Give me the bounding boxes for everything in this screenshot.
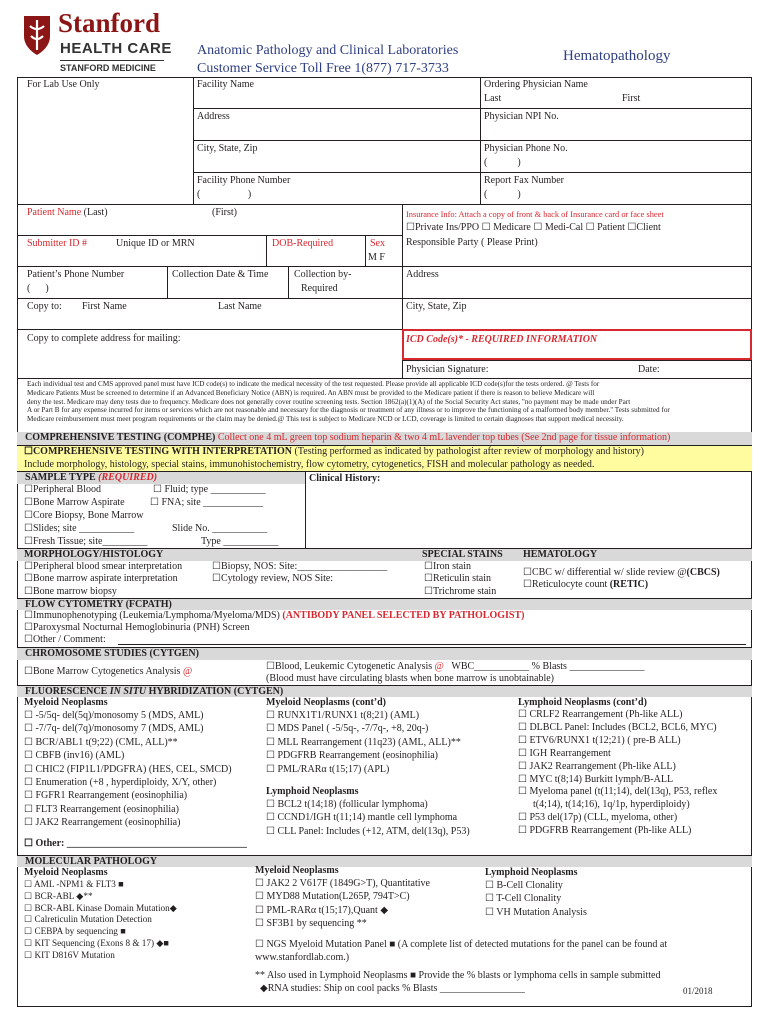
patient-address-field[interactable]: Address (406, 269, 439, 280)
customer-service: Customer Service Toll Free 1(877) 717-3733 (197, 61, 449, 76)
collection-datetime-field[interactable]: Collection Date & Time (172, 269, 269, 280)
fish-checkbox[interactable]: ☐ FLT3 Rearrangement (eosinophilia) (24, 803, 179, 815)
fish-checkbox[interactable]: ☐ DLBCL Panel: Includes (BCL2, BCL6, MYC) (518, 721, 717, 733)
stanford-shield-icon (22, 14, 52, 56)
morph-title: MORPHOLOGY/HISTOLOGY (24, 549, 164, 560)
logo-divider (60, 60, 164, 61)
mol-checkbox[interactable]: ☐ Calreticulin Mutation Detection (24, 914, 152, 925)
sample-slide-no[interactable]: Slide No. ___________ (172, 523, 268, 534)
fish-col1-title: Myeloid Neoplasms (24, 697, 108, 708)
flow-header: FLOW CYTOMETRY (FCPATH) (17, 598, 752, 610)
sample-fna[interactable]: ☐ FNA; site ____________ (150, 497, 264, 508)
morph-bm-aspirate[interactable]: ☐Bone marrow aspirate interpretation (24, 573, 178, 584)
report-fax-field[interactable]: Report Fax Number (484, 175, 564, 186)
fish-checkbox[interactable]: ☐ PDGFRB Rearrangement (Ph-like ALL) (518, 825, 692, 837)
patient-first-label: (First) (212, 207, 237, 218)
comprehensive-header: COMPREHENSIVE TESTING (COMPHE) Collect one 4 mL green top sodium heparin & two 4 mL lavender top tubes (See 2nd page for tissue information) (17, 432, 752, 445)
flow-immuno-checkbox[interactable]: ☐Immunophenotyping (Leukemia/Lymphoma/Myeloma/MDS) (ANTIBODY PANEL SELECTED BY PATHOLOGIST) (24, 610, 525, 621)
sample-type[interactable]: Type ___________ (201, 536, 279, 547)
fish-checkbox[interactable]: ☐ JAK2 Rearrangement (Ph-like ALL) (518, 760, 676, 772)
molecular-header: MOLECULAR PATHOLOGY (17, 855, 752, 867)
logo-sub-text: HEALTH CARE (60, 40, 172, 57)
fish-checkbox[interactable]: ☐ BCR/ABL1 t(9;22) (CML, ALL)** (24, 736, 178, 748)
fish-checkbox[interactable]: ☐ BCL2 t(14;18) (follicular lymphoma) (266, 799, 428, 810)
retic-checkbox[interactable]: ☐Reticulocyte count (RETIC) (523, 579, 649, 590)
morph-cytology[interactable]: ☐Cytology review, NOS Site: (212, 573, 334, 584)
physician-signature-field[interactable]: Physician Signature: (406, 364, 489, 375)
city-state-zip-field[interactable]: City, State, Zip (197, 143, 258, 154)
logo-sub2-text: STANFORD MEDICINE (60, 63, 156, 73)
logo-main-text: Stanford (58, 8, 161, 38)
mol-col2 (255, 877, 430, 931)
fish-checkbox[interactable]: ☐ CCND1/IGH t(11;14) mantle cell lymphoma (266, 812, 458, 824)
fish-checkbox[interactable]: ☐ CLL Panel: Includes (+12, ATM, del(13q), P53) (266, 825, 470, 837)
notice-line: A or Part B for any expense incurred for items or services which are not reasonable and necessary for the diagnosis or treatment of any illness or to improve the functioning of a malformed body member." Tests submitted for (27, 406, 670, 415)
physician-first-label: First (622, 93, 641, 104)
copy-to-label: Copy to: (27, 301, 62, 312)
chromo-header: CHROMOSOME STUDIES (CYTGEN) (17, 647, 752, 660)
revision-date: 01/2018 (683, 986, 713, 996)
fish-checkbox[interactable]: ☐ CBFB (inv16) (AML) (24, 750, 125, 762)
chromo-blood-checkbox[interactable]: ☐Blood, Leukemic Cytogenetic Analysis @ WBC___________ % Blasts _______________ (266, 661, 645, 672)
mol-checkbox[interactable]: ☐ CEBPA by sequencing ■ (24, 926, 126, 937)
sample-slides[interactable]: ☐Slides; site ___________ (24, 523, 135, 534)
copy-first-name-field[interactable]: First Name (82, 301, 127, 312)
fish-col2b (266, 798, 470, 838)
mol-checkbox[interactable]: ☐ BCR-ABL ◆** (24, 890, 93, 901)
fish-header: FLUORESCENCE IN SITU HYBRIDIZATION (CYTGEN) (17, 685, 752, 697)
stain-iron[interactable]: ☐Iron stain (424, 561, 472, 572)
chromo-note: (Blood must have circulating blasts when bone marrow is unobtainable) (266, 673, 554, 684)
morph-bm-biopsy[interactable]: ☐Bone marrow biopsy (24, 586, 117, 597)
sample-core-biopsy[interactable]: ☐Core Biopsy, Bone Marrow (24, 510, 144, 521)
stanford-logo (22, 8, 172, 76)
patient-city-field[interactable]: City, State, Zip (406, 301, 467, 312)
patient-phone-paren: ( ) (27, 283, 49, 294)
npi-field[interactable]: Physician NPI No. (484, 111, 559, 122)
sample-header: SAMPLE TYPE (REQUIRED) (17, 472, 305, 484)
submitter-id-field[interactable]: Submitter ID # (27, 238, 87, 249)
address-field[interactable]: Address (197, 111, 230, 122)
mol-checkbox[interactable]: ☐ KIT Sequencing (Exons 8 & 17) ◆■ (24, 937, 169, 948)
mol-checkbox[interactable]: ☐ SF3B1 by sequencing ** (255, 918, 367, 930)
collection-required: Required (301, 283, 338, 294)
sex-mf[interactable]: M F (368, 252, 385, 263)
sex-field[interactable]: Sex (370, 238, 385, 249)
chromo-bm-checkbox[interactable]: ☐Bone Marrow Cytogenetics Analysis @ (24, 666, 193, 677)
stain-reticulin[interactable]: ☐Reticulin stain (424, 573, 492, 584)
physician-phone-field[interactable]: Physician Phone No. (484, 143, 568, 154)
collection-by-field[interactable]: Collection by- (294, 269, 352, 280)
notice-line: Medicare reimbursement must meet program requirements or the claim may be denied.@ This test is subject to Medicare NCD or LCD, coverage is limited to certain diagnoses that support medical necessity. (27, 415, 624, 424)
mol-checkbox[interactable]: ☐ B-Cell Clonality (485, 880, 563, 891)
fish-col3 (518, 709, 717, 838)
fish-checkbox[interactable]: ☐ ETV6/RUNX1 t(12;21) ( pre-B ALL) (518, 734, 681, 746)
mol-col3 (485, 879, 587, 919)
fish-checkbox[interactable]: ☐ CRLF2 Rearrangement (Ph-like ALL) (518, 709, 683, 720)
physician-phone-paren: ( ) (484, 157, 521, 168)
fish-checkbox[interactable]: ☐ IGH Rearrangement (518, 747, 611, 759)
comprehensive-includes: Include morphology, histology, special stains, immunohistochemistry, flow cytometry, cytogenetics, FISH and molecular pathology as needed. (24, 459, 595, 470)
sample-bm-aspirate[interactable]: ☐Bone Marrow Aspirate (24, 497, 125, 508)
mol-checkbox[interactable]: ☐ BCR-ABL Kinase Domain Mutation◆ (24, 902, 177, 913)
fish-checkbox[interactable]: ☐ Myeloma panel (t(11;14), del(13q), P53, reflex (518, 786, 718, 798)
facility-phone-field[interactable]: Facility Phone Number (197, 175, 291, 186)
mol-checkbox[interactable]: ☐ PML-RARα t(15;17),Quant ◆ (255, 904, 389, 916)
copy-mailing-field[interactable]: Copy to complete address for mailing: (27, 333, 181, 344)
fish-col2 (266, 709, 461, 776)
facility-phone-paren: ( ) (197, 189, 252, 200)
insurance-info: Insurance Info: Attach a copy of front & back of Insurance card or face sheet (406, 210, 664, 219)
fish-col3-title: Lymphoid Neoplasms (cont’d) (518, 697, 647, 708)
mol-checkbox[interactable]: ☐ JAK2 2 V617F (1849G>T), Quantitative (255, 878, 430, 889)
ngs-panel-checkbox[interactable]: ☐ NGS Myeloid Mutation Panel ■ (A complete list of detected mutations for the panel can be found at (255, 939, 668, 950)
fish-checkbox[interactable]: ☐ FGFR1 Rearrangement (eosinophilia) (24, 790, 188, 802)
mol-checkbox[interactable]: ☐ MYD88 Mutation(L265P, 794T>C) (255, 891, 410, 903)
flow-other-field[interactable]: ☐Other / Comment: (24, 634, 106, 645)
physician-last-label: Last (484, 93, 502, 104)
mol-checkbox[interactable]: ☐ KIT D816V Mutation (24, 949, 115, 960)
fish-checkbox[interactable]: ☐ Enumeration (+8 , hyperdiploidy, X/Y, other) (24, 777, 217, 789)
fish-checkbox[interactable]: ☐ MLL Rearrangement (11q23) (AML, ALL)** (266, 736, 461, 748)
fish-col2-title: Myeloid Neoplasms (cont’d) (266, 697, 386, 708)
patient-phone-field[interactable]: Patient’s Phone Number (27, 269, 125, 280)
fish-checkbox[interactable]: ☐ PDGFRB Rearrangement (eosinophilia) (266, 750, 438, 762)
ordering-physician-field[interactable]: Ordering Physician Name (484, 79, 588, 90)
stain-trichrome[interactable]: ☐Trichrome stain (424, 586, 497, 597)
mol-checkbox[interactable]: ☐ VH Mutation Analysis (485, 906, 587, 918)
notice-line: Each individual test and CMS approved panel must have ICD code(s) to indicate the medical necessity of the test requested. Please provide all applicable ICD code(s)for the tests ordered. @ Tests for (27, 380, 600, 388)
fish-col1 (24, 709, 232, 830)
ngs-url: www.stanfordlab.com.) (255, 952, 350, 963)
copy-last-name-field[interactable]: Last Name (218, 301, 262, 312)
fish-checkbox[interactable]: ☐ JAK2 Rearrangement (eosinophilia) (24, 817, 181, 829)
hematology-title: HEMATOLOGY (523, 549, 598, 560)
fish-col2b-title: Lymphoid Neoplasms (266, 786, 359, 797)
icd-label: ICD Code(s)* - REQUIRED INFORMATION (406, 334, 598, 345)
sample-fluid[interactable]: ☐ Fluid; type ___________ (153, 484, 266, 495)
special-stains-title: SPECIAL STAINS (422, 549, 503, 560)
mol-checkbox[interactable]: ☐ T-Cell Clonality (485, 893, 562, 905)
facility-name-field[interactable]: Facility Name (197, 79, 254, 90)
sample-fresh-tissue[interactable]: ☐Fresh Tissue; site_________ (24, 536, 148, 547)
mol-checkbox[interactable]: ☐ AML -NPM1 & FLT3 ■ (24, 879, 124, 889)
fish-checkbox[interactable]: ☐ MDS Panel ( -5/5q-, -7/7q-, +8, 20q-) (266, 723, 429, 735)
flow-other-line (118, 644, 746, 645)
fish-checkbox[interactable]: ☐ -7/7q- del(7q)/monosomy 7 (MDS, AML) (24, 723, 204, 735)
sample-peripheral-blood[interactable]: ☐Peripheral Blood (24, 484, 102, 495)
mol-col1-title: Myeloid Neoplasms (24, 867, 108, 878)
fish-checkbox[interactable]: ☐ PML/RARα t(15;17) (APL) (266, 763, 390, 775)
mol-footnote-1: ** Also used in Lymphoid Neoplasms ■ Provide the % blasts or lymphoma cells in sample submitted (255, 970, 661, 981)
comprehensive-interp-checkbox[interactable]: ☐COMPREHENSIVE TESTING WITH INTERPRETATION (Testing performed as indicated by pathologist after review of morphology and history) (24, 446, 644, 457)
flow-pnh-checkbox[interactable]: ☐Paroxysmal Nocturnal Hemoglobinuria (PNH) Screen (24, 622, 250, 633)
mol-col3-title: Lymphoid Neoplasms (485, 867, 578, 878)
fish-other-field[interactable]: ☐ Other: ____________________________________ (24, 838, 247, 849)
responsible-party-field[interactable]: Responsible Party ( Please Print) (406, 237, 538, 248)
notice-line: deny the test. Medicare may deny tests due to frequency. Medicare does not generally cover routine screening tests. Section 1862(a)(1)(A) of the Social Security Act states, "no payment may be made under Part (27, 397, 631, 406)
unique-id-field[interactable]: Unique ID or MRN (116, 238, 195, 249)
cbc-checkbox[interactable]: ☐CBC w/ differential w/ slide review @(CBCS) (523, 567, 720, 578)
medicare-notice (27, 380, 749, 424)
date-field[interactable]: Date: (638, 364, 660, 375)
mol-col2-title: Myeloid Neoplasms (255, 865, 339, 876)
fish-checkbox[interactable]: ☐ CHIC2 (FIP1L1/PDGFRA) (HES, CEL, SMCD) (24, 763, 232, 775)
morph-biopsy-nos[interactable]: ☐Biopsy, NOS: Site:__________________ (212, 561, 388, 572)
notice-line: Medicare Patients Must be screened to determine if an Advanced Beneficiary Notice (ABN) is required. An ABN must be provided to the Medicare patient if there is reason to believe Medicare will (27, 388, 595, 397)
report-fax-paren: ( ) (484, 189, 521, 200)
fish-checkbox[interactable]: ☐ MYC t(8;14) Burkitt lymph/B-ALL (518, 773, 674, 785)
fish-checkbox[interactable]: ☐ -5/5q- del(5q)/monosomy 5 (MDS, AML) (24, 710, 204, 721)
mol-footnote-2: ◆RNA studies: Ship on cool packs % Blasts _________________ (260, 983, 525, 994)
insurance-options[interactable]: ☐Private Ins/PPO ☐ Medicare ☐ Medi-Cal ☐ Patient ☐Client (406, 222, 661, 233)
clinical-history-label[interactable]: Clinical History: (309, 473, 381, 484)
morph-pb-smear[interactable]: ☐Peripheral blood smear interpretation (24, 561, 183, 572)
dob-field[interactable]: DOB-Required (272, 238, 334, 249)
fish-checkbox[interactable]: ☐ P53 del(17p) (CLL, myeloma, other) (518, 812, 678, 824)
fish-checkbox[interactable]: ☐ RUNX1T1/RUNX1 t(8;21) (AML) (266, 710, 420, 721)
lab-use-label: For Lab Use Only (27, 79, 100, 90)
patient-name-label[interactable]: Patient Name (Last) (27, 207, 108, 218)
mol-col1 (24, 879, 177, 962)
form-title: Hematopathology (563, 48, 671, 64)
lab-title: Anatomic Pathology and Clinical Laboratories (197, 43, 459, 58)
fish-checkbox-cont: t(4;14), t(14;16), 1q/1p, hyperdiploidy) (518, 799, 690, 811)
